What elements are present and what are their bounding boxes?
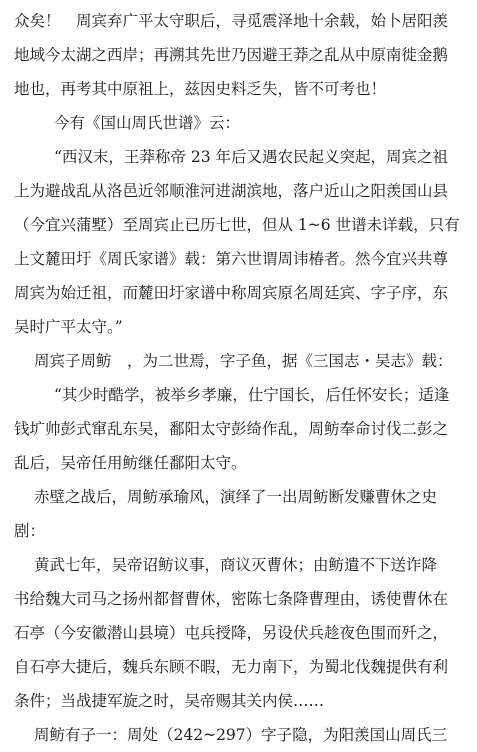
text-line-8: 上文麓田圩《周氏家谱》载：第六世谓周讳椿者。然今宜兴共尊 (14, 250, 449, 268)
text-line-6: 上为避战乱从洛邑近邻顺淮河进湖滨地，落户近山之阳羡国山县 (14, 182, 449, 200)
text-line-20: 自石亭大捷后，魏兵东顾不暇，无力南下，为蜀北伐魏提供有利 (14, 658, 449, 676)
text-line-11: 周宾子周鲂 ，为二世焉，字子鱼，据《三国志・吴志》载： (34, 352, 453, 370)
text-line-4: 今有《国山周氏世谱》云： (54, 114, 241, 132)
text-line-17: 黄武七年，吴帝诏鲂议事，商议灭曹休；由鲂遣不下送诈降 (34, 556, 438, 574)
text-line-15: 赤壁之战后，周鲂承瑜风，演绎了一出周鲂断发赚曹休之史 (34, 488, 438, 506)
text-line-5: “西汉末，王莽称帝 23 年后又遇农民起义突起，周宾之祖 (54, 148, 449, 166)
text-line-9: 周宾为始迁祖，而麓田圩家谱中称周宾原名周廷宾、字子序，东 (14, 284, 449, 302)
text-line-22: 周鲂有子一：周处（242~297）字子隐，为阳羡国山周氏三 (34, 726, 448, 744)
text-line-16: 剧： (14, 522, 46, 540)
text-line-13: 钱圹帅彭式窜乱东吴，鄱阳太守彭绮作乱，周鲂奉命讨伐二彭之 (14, 420, 449, 438)
text-line-14: 乱后，吴帝任用鲂继任鄱阳太守。 (14, 454, 247, 472)
text-line-1: 众矣！ 周宾弃广平太守职后，寻觅震泽地十余载，始卜居阳羡 (14, 12, 449, 30)
text-line-10: 吴时广平太守。” (14, 318, 123, 336)
text-line-19: 石亭（今安徽潜山县境）屯兵授降，另设伏兵趁夜色围而歼之， (14, 624, 449, 642)
text-line-3: 地也，再考其中原祖上，兹因史料乏失，皆不可考也！ (14, 80, 387, 98)
text-line-21: 条件；当战捷军旋之时，吴帝赐其关内侯…… (14, 692, 325, 710)
text-line-2: 地域今太湖之西岸；再溯其先世乃因避王莽之乱从中原南徙金鹅 (14, 46, 449, 64)
text-line-7: （今宜兴蒲墅）至周宾止已历七世，但从 1~6 世谱未详载，只有 (14, 216, 460, 234)
text-line-12: “其少时酷学，被举乡孝廉，仕宁国长，后任怀安长；适逢 (54, 386, 450, 404)
text-line-18: 书给魏大司马之扬州都督曹休，密陈七条降曹理由，诱使曹休在 (14, 590, 449, 608)
